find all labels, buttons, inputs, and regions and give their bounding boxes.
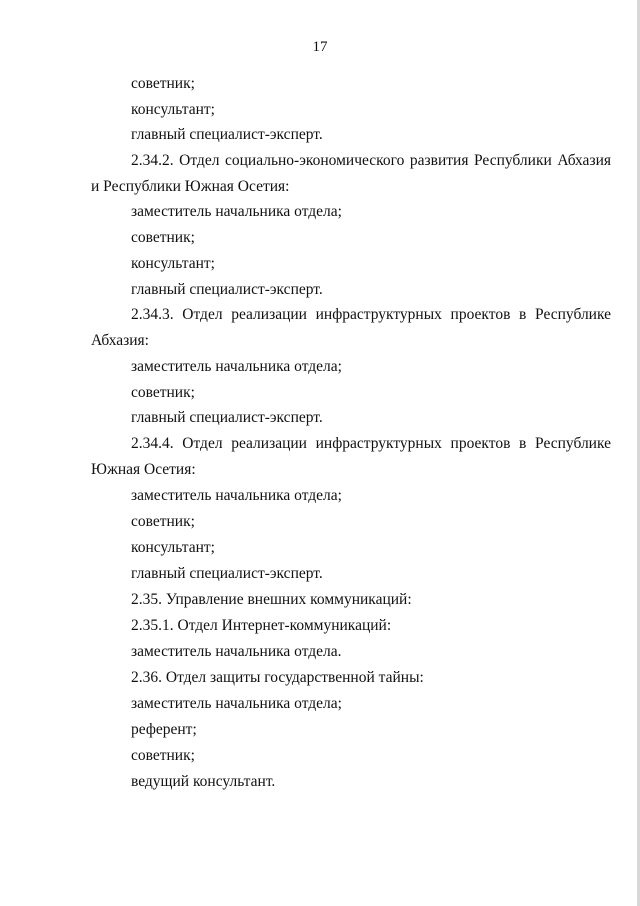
text-line: референт;	[131, 721, 197, 738]
text-line: заместитель начальника отдела.	[131, 643, 342, 660]
section-heading-2-34-3: 2.34.3. Отдел реализации инфраструктурных проектов в Республике	[131, 306, 611, 323]
text-line: Южная Осетия:	[91, 461, 196, 478]
text-line: заместитель начальника отдела;	[131, 487, 342, 504]
page-number: 17	[312, 39, 328, 55]
text-line: и Республики Южная Осетия:	[91, 178, 290, 195]
text-line: ведущий консультант.	[131, 773, 276, 790]
text-line: консультант;	[131, 255, 215, 272]
text-line: главный специалист-эксперт.	[131, 281, 323, 298]
text-line: заместитель начальника отдела;	[131, 358, 342, 375]
text-line: заместитель начальника отдела;	[131, 203, 342, 220]
text-line: советник;	[131, 747, 195, 764]
text-line: главный специалист-эксперт.	[131, 409, 323, 426]
text-line: советник;	[131, 384, 195, 401]
text-line: консультант;	[131, 539, 215, 556]
text-line: советник;	[131, 513, 195, 530]
section-heading-2-34-4: 2.34.4. Отдел реализации инфраструктурных проектов в Республике	[131, 435, 611, 452]
text-line: советник;	[131, 75, 195, 92]
section-heading-2-36: 2.36. Отдел защиты государственной тайны:	[131, 669, 424, 686]
text-line: консультант;	[131, 101, 215, 118]
text-line: главный специалист-эксперт.	[131, 565, 323, 582]
text-line: главный специалист-эксперт.	[131, 126, 323, 143]
text-line: советник;	[131, 229, 195, 246]
section-heading-2-35: 2.35. Управление внешних коммуникаций:	[131, 591, 412, 608]
text-line: заместитель начальника отдела;	[131, 695, 342, 712]
section-heading-2-35-1: 2.35.1. Отдел Интернет-коммуникаций:	[131, 617, 392, 634]
section-heading-2-34-2: 2.34.2. Отдел социально-экономического развития Республики Абхазия	[131, 152, 611, 169]
text-line: Абхазия:	[91, 332, 149, 349]
